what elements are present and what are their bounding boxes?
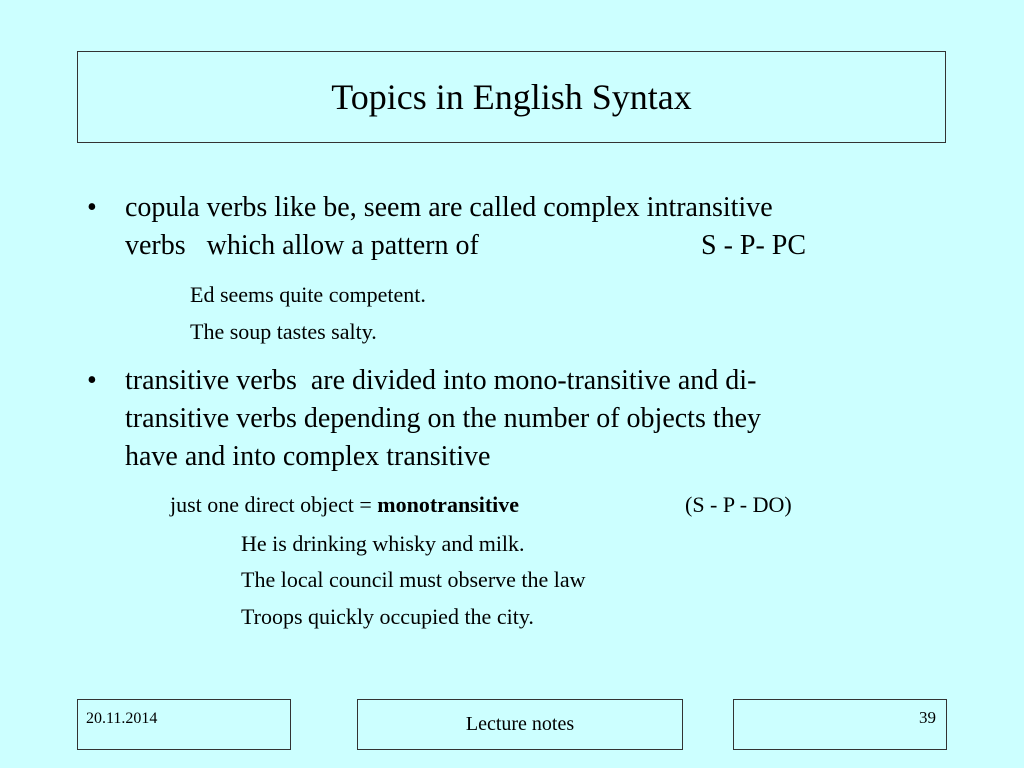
footer-title: Lecture notes xyxy=(465,713,575,735)
example-sentence: Troops quickly occupied the city. xyxy=(241,604,534,629)
bullet-line: have and into complex transitive xyxy=(125,441,491,472)
sub-point-monotransitive xyxy=(170,494,519,516)
bullet-marker: • xyxy=(87,192,97,223)
sub-point-prefix: just one direct object = xyxy=(170,492,378,517)
bullet-line: transitive verbs depending on the number of objects they xyxy=(125,403,762,434)
footer-date: 20.11.2014 xyxy=(86,710,158,727)
bullet-line-text: verbs which allow a pattern of xyxy=(125,230,479,261)
pattern-label: (S - P - DO) xyxy=(685,492,792,517)
bullet-transitive-verbs xyxy=(87,362,955,476)
bullet-line-pattern xyxy=(125,227,955,265)
example-sentence: He is drinking whisky and milk. xyxy=(241,531,525,556)
bullet-line: copula verbs like be, seem are called complex intransitive xyxy=(125,192,773,223)
bullet-line: transitive verbs are divided into mono-transitive and di- xyxy=(125,365,757,396)
slide-title-box xyxy=(77,51,946,143)
footer-page-box xyxy=(733,699,947,750)
slide-title: Topics in English Syntax xyxy=(331,77,692,117)
example-sentence: Ed seems quite competent. xyxy=(190,282,426,307)
page-number: 39 xyxy=(919,708,936,727)
example-sentence: The soup tastes salty. xyxy=(190,319,377,344)
bullet-marker: • xyxy=(87,365,97,396)
pattern-label: S - P- PC xyxy=(701,230,807,261)
footer-center-box xyxy=(357,699,683,750)
bullet-copula-verbs xyxy=(87,189,955,265)
example-sentence: The local council must observe the law xyxy=(241,567,586,592)
footer-date-box xyxy=(77,699,291,750)
term-monotransitive: monotransitive xyxy=(377,492,520,517)
